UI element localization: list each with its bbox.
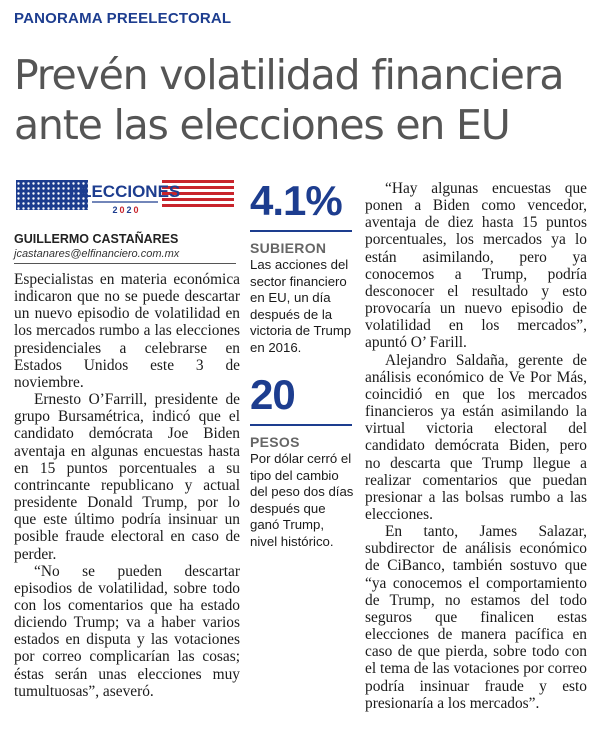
- logo-year-digit: 0: [133, 205, 139, 215]
- body-paragraph: Ernesto O’Farrill, presidente de grupo Bursamétrica, indicó que el candidato demócrata Joe Biden aventaja en algunas encuestas hasta en 15 puntos porcentuales a su contrincante republicano y actual presidente Donald Trump, por lo que este último podría insinuar un posible fraude electoral en caso de perder.: [14, 391, 240, 563]
- logo-year-digit: 2: [126, 205, 132, 215]
- stat-block: [250, 372, 354, 550]
- stats-sidebar: [250, 178, 354, 550]
- stat-figure: 20: [250, 371, 295, 418]
- byline-divider: [14, 263, 236, 264]
- byline-email: jcastanares@elfinanciero.com.mx: [14, 248, 180, 260]
- stat-divider: [250, 230, 352, 232]
- body-paragraph: “No se pueden descartar episodios de volatilidad, sobre todo con los comentarios que ha estado diciendo Trump; va a haber varios estados en disputa y las votaciones por correo complicarían las cosas; éstas serán unas elecciones muy tumultuosas”, aseveró.: [14, 562, 240, 700]
- stat-block: [250, 178, 354, 356]
- body-column-right: [365, 180, 587, 712]
- body-paragraph: Alejandro Saldaña, gerente de análisis económico de Ve Por Más, coincidió en que los mercados financieros ya están asimilando la virtual victoria electoral del candidato demócrata Biden, pero no descarta que Trump llegue a realizar comentarios que puedan presionar a las bolsas rumbo a las elecciones.: [365, 351, 587, 523]
- stat-description: Las acciones del sector financiero en EU, un día después de la victoria de Trump en 2016.: [250, 257, 352, 355]
- stat-description: Por dólar cerró el tipo del cambio del peso dos días después que ganó Trump, nivel histórico.: [250, 451, 354, 549]
- body-paragraph: En tanto, James Salazar, subdirector de análisis económico de CiBanco, también sostuvo que “ya conocemos el comportamiento de Trump, no estamos del todo seguros que finalicen estas elecciones de manera pacífica en caso de que pierda, sobre todo con el tema de las votaciones por correo podría insinuar fraude y esto presionaría a los mercados”.: [365, 523, 587, 712]
- logo-year-digit: 2: [112, 205, 118, 215]
- stat-divider: [250, 424, 352, 426]
- stat-figure: 4.1%: [250, 177, 342, 224]
- body-paragraph: Especialistas en materia económica indicaron que no se puede descartar un nuevo episodio de volatilidad en los mercados rumbo a las elecciones presidenciales a celebrarse en Estados Unidos este 3 de noviembre.: [14, 271, 240, 391]
- headline: Prevén volatilidad financiera ante las elecciones en EU: [14, 51, 564, 149]
- byline-name: GUILLERMO CASTAÑARES: [14, 232, 179, 246]
- section-label: PANORAMA PREELECTORAL: [14, 10, 232, 27]
- stat-kicker: SUBIERON: [250, 240, 327, 256]
- body-paragraph: “Hay algunas encuestas que ponen a Biden como vencedor, aventaja de diez hasta 15 puntos porcentuales, los mercados ya lo están asimilando, pero ya conocemos a Trump, podría desconocer el resultado y esto provocaría un nuevo episodio de volatilidad en los mercados”, apuntó O’ Farill.: [365, 180, 587, 352]
- stat-kicker: PESOS: [250, 434, 300, 450]
- body-column-left: [14, 271, 240, 700]
- logo-year-digit: 0: [119, 205, 125, 215]
- logo-word: ELECCIONES: [69, 182, 181, 201]
- elecciones-2020-logo: [16, 176, 234, 218]
